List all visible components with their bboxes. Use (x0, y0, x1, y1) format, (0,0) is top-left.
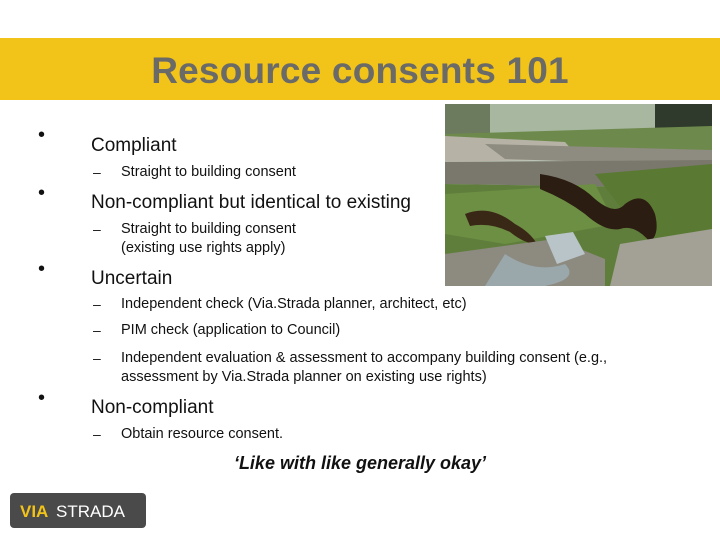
slide-title: Resource consents 101 (151, 50, 569, 91)
bullet-2: • (38, 182, 46, 204)
subpoint-uncertain-3: Independent evaluation & assessment to accompany building consent (e.g., assessment by Via.Strada planner on existing use rights) (121, 350, 608, 385)
bullet-1: • (38, 124, 46, 146)
dash-3-3: – (93, 350, 101, 366)
logo-text-strada: STRADA (56, 502, 125, 521)
subpoint-uncertain-2: PIM check (application to Council) (121, 322, 341, 338)
dash-3-2: – (93, 322, 101, 338)
closing-quote: ‘Like with like generally okay’ (233, 453, 487, 473)
logo-text-via: VIA (20, 502, 49, 521)
subpoint-noncompliant-identical-1: Straight to building consent (existing use rights apply) (121, 221, 296, 256)
point-compliant: Compliant (91, 135, 177, 156)
point-noncompliant: Non-compliant (91, 397, 214, 418)
bullet-4: • (38, 387, 46, 409)
point-uncertain: Uncertain (91, 268, 173, 289)
title-bar (0, 38, 720, 100)
dash-1-1: – (93, 164, 101, 180)
viastrada-logo (10, 493, 146, 528)
bullet-3: • (38, 258, 46, 280)
dash-4-1: – (93, 426, 101, 442)
dash-3-1: – (93, 296, 101, 312)
subpoint-compliant-1: Straight to building consent (121, 164, 296, 180)
dash-2-1: – (93, 221, 101, 237)
earthquake-damage-photo (445, 104, 712, 286)
subpoint-uncertain-1: Independent check (Via.Strada planner, architect, etc) (121, 296, 467, 312)
point-noncompliant-identical: Non-compliant but identical to existing (91, 192, 412, 213)
subpoint-noncompliant-1: Obtain resource consent. (121, 426, 284, 442)
